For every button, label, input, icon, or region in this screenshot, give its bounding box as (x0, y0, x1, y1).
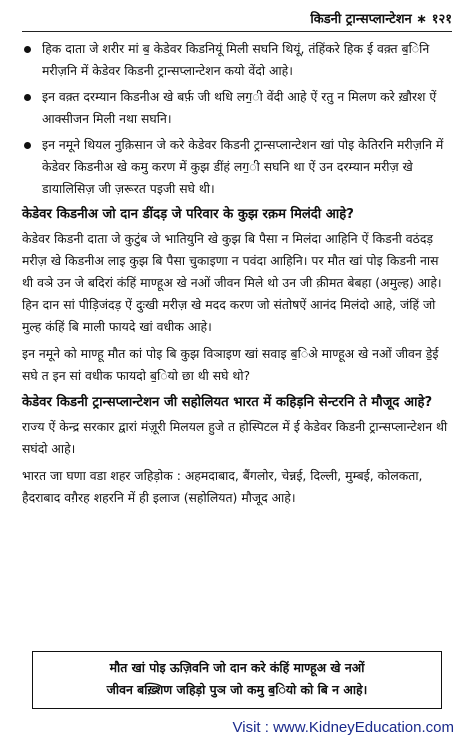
bullet-icon (24, 142, 31, 149)
quote-line: मौत खां पोइ ऊज़िवनि जो दान करे कंहिं माण्हूअ खे नओं (109, 660, 365, 675)
list-item (22, 38, 452, 82)
list-item (22, 86, 452, 130)
paragraph: केडेवर किडनी दाता जे कुटुंब जे भातियुनि खे कुझ बि पैसा न मिलंदा आहिनि ऐं किडनी वठंदड़ मरीज़ खे किडनीअ लाइ कुझ बि पैसा चुकाइणा न पवंदा आहिनि। पर मौत खां पोइ किडनी नास थी वञे उन जे बदिरां कंहिं माण्हूअ खे नओं जीवन मिले थो उन जी क़ीमत बेबहा (अमुल्ह) आहे। हिन दान सां पीड़िजंदड़ ऐं दुःखी मरीज़ खे मदद करण जो संतोषऐं आनंद मिलंदो आहे, जंहिं जो मुल्ह कंहिं बि माली फायदे खां वधीक आहे। (22, 231, 442, 334)
page-content (22, 38, 452, 514)
bullet-text: हिक दाता जे शरीर मां ब॒ केडेवर किडनियूं मिली सघनि थियूं, तंहिंकरे हिक ई वक़्त ब॒िनि मरीज़नि में केडेवर किडनी ट्रान्सप्लान्टेशन कयो वेंदो आहे। (42, 41, 430, 78)
bullet-text: इन वक़्त दरम्यान किडनीअ खे बर्फ़ जी थधि लग॒ी वेंदी आहे ऐं रतु न मिलण करे ख़ौरश ऐं आक्सीजन मिली नथा सघनि। (42, 89, 437, 126)
quote-line: जीवन बख़्शिण जहिड़ो पुञ जो कमु ब॒ियो को बि न आहे। (106, 682, 368, 697)
bullet-list (22, 38, 452, 200)
page-header (22, 10, 452, 32)
quote-box (32, 651, 442, 709)
running-title: किडनी ट्रान्सप्लान्टेशन ∗ १२१ (310, 12, 452, 27)
section-heading-centers: केडेवर किडनी ट्रान्सप्लान्टेशन जी सहोलियत भारत में कहिड़नि सेन्टरनि ते मौजूद आहे? (22, 395, 433, 410)
list-item (22, 134, 452, 200)
section-heading-donor-payment: केडेवर किडनीअ जो दान डींदड़ जे परिवार के कुझ रक़म मिलंदी आहे? (22, 207, 354, 222)
paragraph: राज्य ऐं केन्द्र सरकार द्वारां मंज़ूरी मिलयल हुजे त होस्पिटल में ई केडेवर किडनी ट्रान्सप्लान्टेशन थी सघंदो आहे। (22, 419, 448, 456)
website-link[interactable]: Visit : www.KidneyEducation.com (232, 719, 454, 736)
paragraph: इन नमूने को माण्हू मौत कां पोइ बि कुझ विञाइण खां सवाइ ब॒िअे माण्हूअ खे नओं जीवन डे॒ई सघे त इन सां वधीक फायदो ब॒ियो छा थी सघे थो? (22, 346, 439, 383)
bullet-icon (24, 46, 31, 53)
bullet-icon (24, 94, 31, 101)
bullet-text: इन नमूने थियल नुक़िसान जे करे केडेवर किडनी ट्रान्सप्लान्टेशन खां पोइ केतिरनि मरीज़नि में केडेवर किडनीअ खे कमु करण में कुझ डींहं लग॒ी सघनि था ऐं उन दरम्यान मरीज़ खे डायालिसिज़ जी ज़रूरत पइजी सघे थी। (42, 137, 444, 196)
paragraph: भारत जा घणा वडा शहर जहिड़ोक : अहमदाबाद, बैंगलोर, चेन्नई, दिल्ली, मुम्बई, कोलकता, हैदराबाद वग़ैरह शहरनि में ही इलाज (सहोलियत) मौजूद आहे। (22, 468, 423, 505)
